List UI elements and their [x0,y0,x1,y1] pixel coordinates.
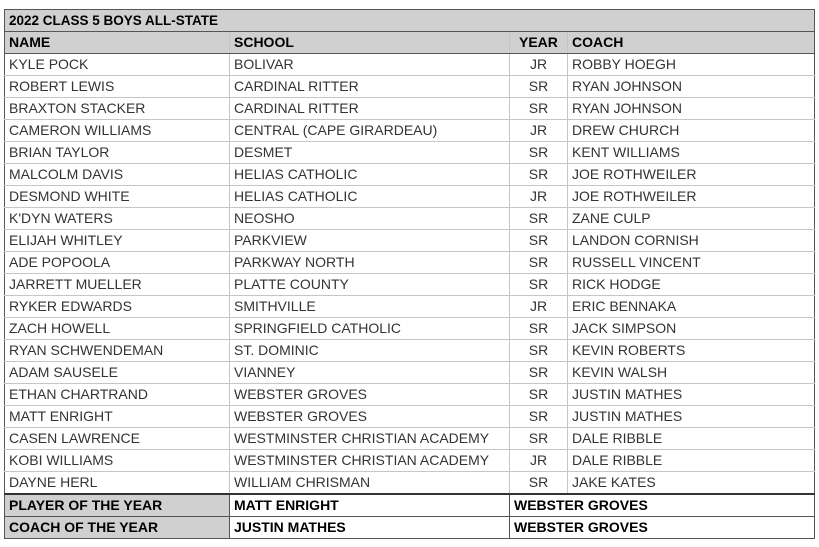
coach-cell: JUSTIN MATHES [568,384,815,406]
table-row [5,76,815,98]
school-cell: WEBSTER GROVES [230,384,510,406]
coach-cell: RICK HODGE [568,274,815,296]
school-cell: DESMET [230,142,510,164]
player-name-cell: K'DYN WATERS [5,208,230,230]
school-cell: WEBSTER GROVES [230,406,510,428]
year-cell: SR [510,164,568,186]
coach-cell: JACK SIMPSON [568,318,815,340]
award-label: COACH OF THE YEAR [5,517,230,539]
year-cell: SR [510,208,568,230]
player-name-cell: CAMERON WILLIAMS [5,120,230,142]
year-cell: SR [510,274,568,296]
school-cell: PARKVIEW [230,230,510,252]
table-row [5,208,815,230]
school-cell: PARKWAY NORTH [230,252,510,274]
table-row [5,428,815,450]
coach-cell: KENT WILLIAMS [568,142,815,164]
table-row [5,340,815,362]
table-row [5,274,815,296]
award-label: PLAYER OF THE YEAR [5,494,230,517]
table-row [5,318,815,340]
header-row [5,32,815,54]
player-name-cell: ZACH HOWELL [5,318,230,340]
award-school: WEBSTER GROVES [510,517,815,539]
table-row [5,384,815,406]
player-name-cell: ADE POPOOLA [5,252,230,274]
school-cell: WESTMINSTER CHRISTIAN ACADEMY [230,450,510,472]
year-cell: JR [510,296,568,318]
coach-cell: KEVIN ROBERTS [568,340,815,362]
all-state-table [4,9,815,539]
coach-cell: RYAN JOHNSON [568,98,815,120]
table-row [5,296,815,318]
table-row [5,230,815,252]
player-name-cell: RYAN SCHWENDEMAN [5,340,230,362]
coach-cell: ROBBY HOEGH [568,54,815,76]
player-name-cell: MATT ENRIGHT [5,406,230,428]
table-body [5,10,815,539]
column-header-name: NAME [5,32,230,54]
year-cell: SR [510,318,568,340]
table-row [5,120,815,142]
school-cell: VIANNEY [230,362,510,384]
coach-cell: RUSSELL VINCENT [568,252,815,274]
coach-cell: LANDON CORNISH [568,230,815,252]
coach-cell: DREW CHURCH [568,120,815,142]
coach-cell: JAKE KATES [568,472,815,495]
table-row [5,472,815,495]
player-name-cell: JARRETT MUELLER [5,274,230,296]
school-cell: HELIAS CATHOLIC [230,186,510,208]
coach-cell: DALE RIBBLE [568,450,815,472]
year-cell: SR [510,340,568,362]
coach-cell: ERIC BENNAKA [568,296,815,318]
table-row [5,98,815,120]
coach-cell: JOE ROTHWEILER [568,186,815,208]
school-cell: BOLIVAR [230,54,510,76]
coach-cell: ZANE CULP [568,208,815,230]
player-name-cell: MALCOLM DAVIS [5,164,230,186]
column-header-year: YEAR [510,32,568,54]
player-name-cell: ETHAN CHARTRAND [5,384,230,406]
table-row [5,450,815,472]
school-cell: SMITHVILLE [230,296,510,318]
year-cell: JR [510,450,568,472]
year-cell: JR [510,186,568,208]
award-row [5,494,815,517]
player-name-cell: CASEN LAWRENCE [5,428,230,450]
school-cell: WILLIAM CHRISMAN [230,472,510,495]
school-cell: CARDINAL RITTER [230,98,510,120]
school-cell: NEOSHO [230,208,510,230]
column-header-coach: COACH [568,32,815,54]
player-name-cell: ELIJAH WHITLEY [5,230,230,252]
player-name-cell: BRIAN TAYLOR [5,142,230,164]
year-cell: SR [510,406,568,428]
coach-cell: RYAN JOHNSON [568,76,815,98]
player-name-cell: ROBERT LEWIS [5,76,230,98]
school-cell: HELIAS CATHOLIC [230,164,510,186]
year-cell: SR [510,428,568,450]
player-name-cell: KOBI WILLIAMS [5,450,230,472]
year-cell: JR [510,54,568,76]
year-cell: SR [510,76,568,98]
year-cell: SR [510,362,568,384]
table-title: 2022 CLASS 5 BOYS ALL-STATE [5,10,815,32]
year-cell: SR [510,384,568,406]
school-cell: ST. DOMINIC [230,340,510,362]
school-cell: CENTRAL (CAPE GIRARDEAU) [230,120,510,142]
award-school: WEBSTER GROVES [510,494,815,517]
year-cell: SR [510,472,568,495]
year-cell: SR [510,142,568,164]
coach-cell: JUSTIN MATHES [568,406,815,428]
school-cell: WESTMINSTER CHRISTIAN ACADEMY [230,428,510,450]
player-name-cell: BRAXTON STACKER [5,98,230,120]
coach-cell: KEVIN WALSH [568,362,815,384]
school-cell: PLATTE COUNTY [230,274,510,296]
award-name: JUSTIN MATHES [230,517,510,539]
table-row [5,362,815,384]
year-cell: SR [510,230,568,252]
coach-cell: DALE RIBBLE [568,428,815,450]
table-row [5,142,815,164]
year-cell: SR [510,252,568,274]
coach-cell: JOE ROTHWEILER [568,164,815,186]
player-name-cell: ADAM SAUSELE [5,362,230,384]
year-cell: SR [510,98,568,120]
table-row [5,54,815,76]
table-row [5,406,815,428]
table-row [5,164,815,186]
award-row [5,517,815,539]
player-name-cell: KYLE POCK [5,54,230,76]
year-cell: JR [510,120,568,142]
player-name-cell: DESMOND WHITE [5,186,230,208]
title-row [5,10,815,32]
player-name-cell: DAYNE HERL [5,472,230,495]
column-header-school: SCHOOL [230,32,510,54]
award-name: MATT ENRIGHT [230,494,510,517]
player-name-cell: RYKER EDWARDS [5,296,230,318]
table-row [5,252,815,274]
school-cell: SPRINGFIELD CATHOLIC [230,318,510,340]
school-cell: CARDINAL RITTER [230,76,510,98]
table-row [5,186,815,208]
